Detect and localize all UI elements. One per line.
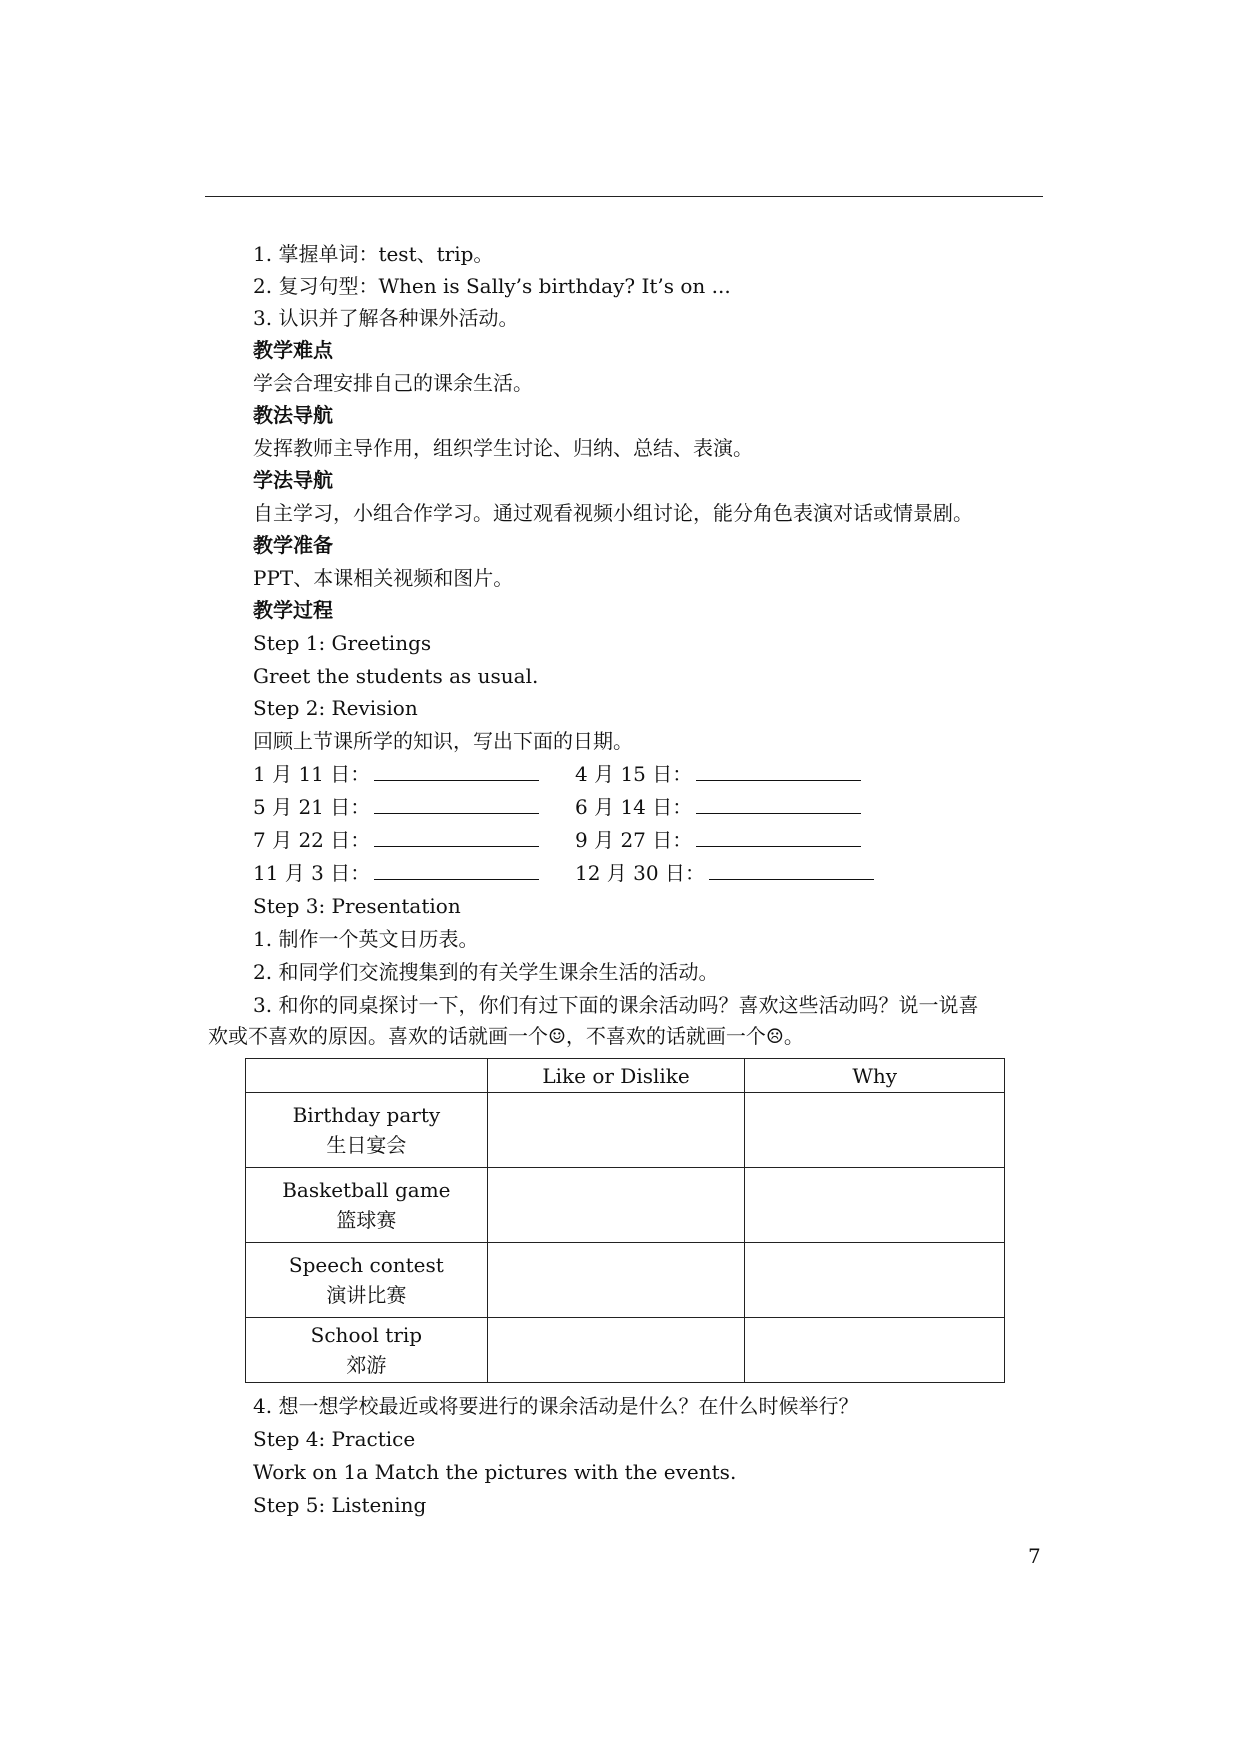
step3-item-3-cont: 欢或不喜欢的原因。喜欢的话就画一个☺，不喜欢的话就画一个☹。: [208, 1024, 804, 1048]
answer-blank[interactable]: [374, 824, 539, 847]
difficulty-text: 学会合理安排自己的课余生活。: [253, 371, 533, 395]
step3-item-3: 3. 和你的同桌探讨一下，你们有过下面的课余活动吗？喜欢这些活动吗？说一说喜: [253, 993, 979, 1017]
table-row: [246, 1318, 1005, 1383]
answer-blank[interactable]: [696, 758, 861, 781]
like-cell[interactable]: [487, 1318, 745, 1383]
answer-blank[interactable]: [696, 824, 861, 847]
teaching-method-text: 发挥教师主导作用，组织学生讨论、归纳、总结、表演。: [253, 436, 753, 460]
why-cell[interactable]: [745, 1243, 1005, 1318]
difficulty-heading: 教学难点: [253, 338, 333, 362]
step1-text: Greet the students as usual.: [253, 664, 539, 688]
like-cell[interactable]: [487, 1093, 745, 1168]
like-cell[interactable]: [487, 1243, 745, 1318]
activity-cell: Basketball game 篮球赛: [246, 1168, 488, 1243]
process-heading: 教学过程: [253, 598, 333, 622]
step2-text: 回顾上节课所学的知识，写出下面的日期。: [253, 729, 633, 753]
table-header-blank: [246, 1059, 488, 1093]
why-cell[interactable]: [745, 1168, 1005, 1243]
date-item: 4 月 15 日：: [575, 758, 861, 790]
step3-item-4: 4. 想一想学校最近或将要进行的课余活动是什么？在什么时候举行？: [253, 1394, 859, 1418]
step1-title: Step 1: Greetings: [253, 631, 432, 655]
activity-cell: Speech contest 演讲比赛: [246, 1243, 488, 1318]
answer-blank[interactable]: [374, 791, 539, 814]
table-row: [246, 1093, 1005, 1168]
table-header-row: [246, 1059, 1005, 1093]
answer-blank[interactable]: [709, 857, 874, 880]
step4-title: Step 4: Practice: [253, 1427, 416, 1451]
date-item: 7 月 22 日：: [253, 824, 539, 856]
answer-blank[interactable]: [696, 791, 861, 814]
objective-3: 3. 认识并了解各种课外活动。: [253, 306, 519, 330]
step3-title: Step 3: Presentation: [253, 894, 461, 918]
date-item: 11 月 3 日：: [253, 857, 539, 889]
date-item: 5 月 21 日：: [253, 791, 539, 823]
step2-title: Step 2: Revision: [253, 696, 418, 720]
date-item: 9 月 27 日：: [575, 824, 861, 856]
page-number: 7: [1028, 1544, 1041, 1568]
preparation-heading: 教学准备: [253, 533, 333, 557]
objective-2: 2. 复习句型：When is Sally’s birthday? It’s on ...: [253, 274, 731, 298]
why-cell[interactable]: [745, 1093, 1005, 1168]
step5-title: Step 5: Listening: [253, 1493, 427, 1517]
preparation-text: PPT、本课相关视频和图片。: [253, 566, 514, 590]
learning-method-text: 自主学习，小组合作学习。通过观看视频小组讨论，能分角色表演对话或情景剧。: [253, 501, 973, 525]
answer-blank[interactable]: [374, 857, 539, 880]
objective-1: 1. 掌握单词：test、trip。: [253, 242, 494, 266]
why-cell[interactable]: [745, 1318, 1005, 1383]
date-item: 1 月 11 日：: [253, 758, 539, 790]
activity-cell: School trip 郊游: [246, 1318, 488, 1383]
activity-table: [245, 1058, 1005, 1383]
step4-text: Work on 1a Match the pictures with the events.: [253, 1460, 737, 1484]
teaching-method-heading: 教法导航: [253, 403, 333, 427]
date-item: 6 月 14 日：: [575, 791, 861, 823]
learning-method-heading: 学法导航: [253, 468, 333, 492]
header-rule: [205, 196, 1043, 197]
table-row: [246, 1168, 1005, 1243]
table-row: [246, 1243, 1005, 1318]
date-item: 12 月 30 日：: [575, 857, 874, 889]
like-cell[interactable]: [487, 1168, 745, 1243]
step3-item-1: 1. 制作一个英文日历表。: [253, 927, 479, 951]
table-header-like: Like or Dislike: [487, 1059, 745, 1093]
activity-cell: Birthday party 生日宴会: [246, 1093, 488, 1168]
table-header-why: Why: [745, 1059, 1005, 1093]
answer-blank[interactable]: [374, 758, 539, 781]
step3-item-2: 2. 和同学们交流搜集到的有关学生课余生活的活动。: [253, 960, 719, 984]
